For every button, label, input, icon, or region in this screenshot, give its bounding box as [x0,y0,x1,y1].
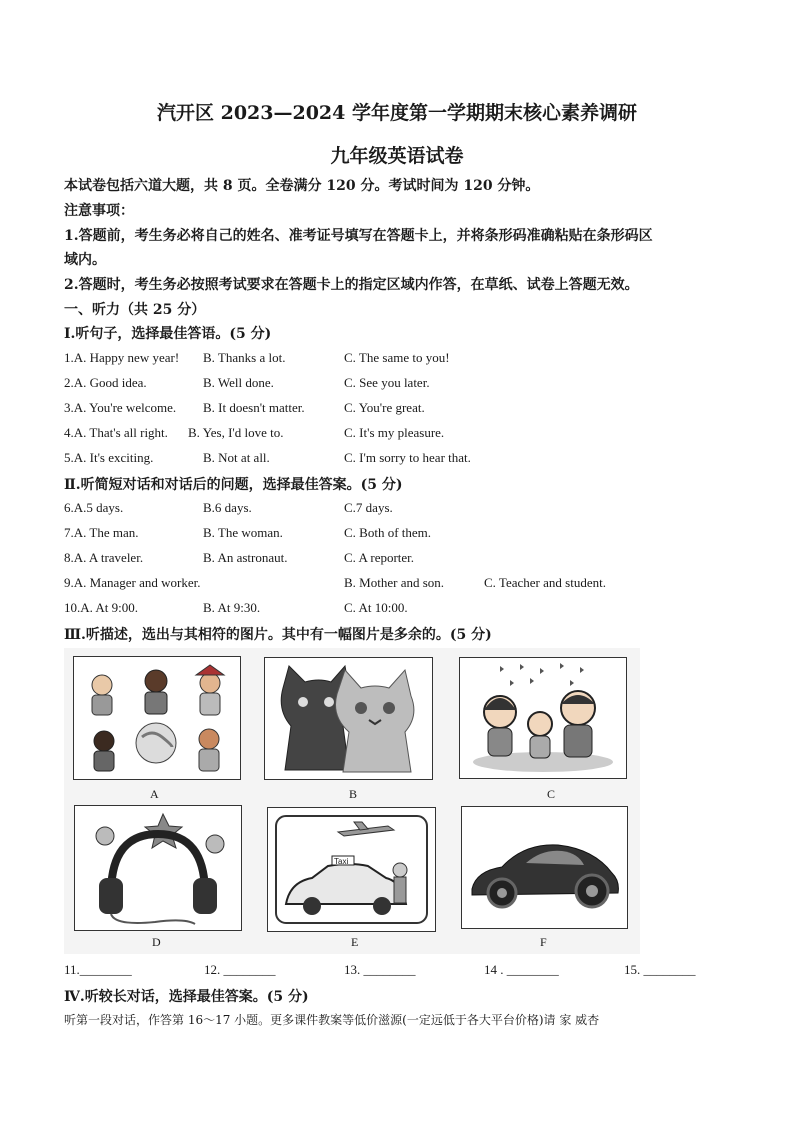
sports-car-icon [462,807,627,928]
q8-option-c: C. A reporter. [344,550,415,565]
picture-e [267,807,436,932]
q3-option-a: 3.A. You're welcome. [64,400,177,415]
q10-option-b: B. At 9:30. [203,600,261,615]
note-1: 1.答题前，考生务必将自己的姓名、准考证号填写在答题卡上，并将条形码准确粘贴在条形码区 [64,228,653,244]
q10-option-a: 10.A. At 9:00. [64,600,139,615]
picture-c [459,657,627,779]
part-4-instruction: 听第一段对话，作答第 16～17 小题。更多课件教案等低价滋源(一定远低于各大平台价格)请 家 威杏 [64,1013,600,1027]
picture-d [74,805,242,931]
note-1-cont: 域内。 [64,252,106,268]
q9-option-c: C. Teacher and student. [484,575,606,590]
picture-e-label: E [351,935,359,949]
part-3-title: Ⅲ.听描述，选出与其相符的图片。其中有一幅图片是多余的。(5 分) [64,627,492,643]
answer-blank-14[interactable]: 14 . ________ [484,962,559,977]
q4-option-b: B. Yes, I'd love to. [188,425,284,440]
q1-option-a: 1.A. Happy new year! [64,350,180,365]
q3-option-b: B. It doesn't matter. [203,400,305,415]
picture-f [461,806,628,929]
q4-option-a: 4.A. That's all right. [64,425,168,440]
picture-c-label: C [547,787,556,801]
q3-option-c: C. You're great. [344,400,425,415]
q2-option-b: B. Well done. [203,375,274,390]
picture-b-label: B [349,787,358,801]
taxi-sign-label: Taxi [334,857,349,866]
q1-option-b: B. Thanks a lot. [203,350,286,365]
q6-option-b: B.6 days. [203,500,252,515]
q2-option-c: C. See you later. [344,375,430,390]
picture-f-label: F [540,935,547,949]
picture-a [73,656,241,780]
q2-option-a: 2.A. Good idea. [64,375,147,390]
q6-option-a: 6.A.5 days. [64,500,124,515]
part-1-title: Ⅰ.听句子，选择最佳答语。(5 分) [64,326,272,342]
part-4-title: Ⅳ.听较长对话，选择最佳答案。(5 分) [64,989,309,1005]
exam-subtitle: 九年级英语试卷 [330,145,464,167]
q10-option-c: C. At 10:00. [344,600,408,615]
intro-line: 本试卷包括六道大题，共 8 页。全卷满分 120 分。考试时间为 120 分钟。 [64,178,540,194]
family-icon [460,658,626,778]
q7-option-b: B. The woman. [203,525,283,540]
q8-option-b: B. An astronaut. [203,550,288,565]
q5-option-b: B. Not at all. [203,450,270,465]
notice-title: 注意事项： [64,203,134,219]
taxi-icon [268,808,435,931]
q5-option-a: 5.A. It's exciting. [64,450,154,465]
q9-option-b: B. Mother and son. [344,575,445,590]
part-2-title: Ⅱ.听简短对话和对话后的问题，选择最佳答案。(5 分) [64,477,403,493]
people-of-world-icon [74,657,240,779]
q4-option-c: C. It's my pleasure. [344,425,445,440]
q7-option-a: 7.A. The man. [64,525,139,540]
section-1-title: 一、听力（共 25 分） [64,302,206,318]
picture-a-label: A [150,787,159,801]
two-kittens-icon [265,658,432,779]
exam-title: 汽开区 2023—2024 学年度第一学期期末核心素养调研 [157,102,637,124]
answer-blank-12[interactable]: 12. ________ [204,962,276,977]
q6-option-c: C.7 days. [344,500,393,515]
q5-option-c: C. I'm sorry to hear that. [344,450,471,465]
q9-option-a: 9.A. Manager and worker. [64,575,201,590]
picture-b [264,657,433,780]
answer-blank-15[interactable]: 15. ________ [624,962,696,977]
note-2: 2.答题时，考生务必按照考试要求在答题卡上的指定区域内作答，在草纸、试卷上答题无效。 [64,277,639,293]
q7-option-c: C. Both of them. [344,525,432,540]
headphones-icon [75,806,241,930]
answer-blank-11[interactable]: 11.________ [64,962,132,977]
answer-blank-13[interactable]: 13. ________ [344,962,416,977]
q8-option-a: 8.A. A traveler. [64,550,144,565]
q1-option-c: C. The same to you! [344,350,450,365]
picture-d-label: D [152,935,161,949]
